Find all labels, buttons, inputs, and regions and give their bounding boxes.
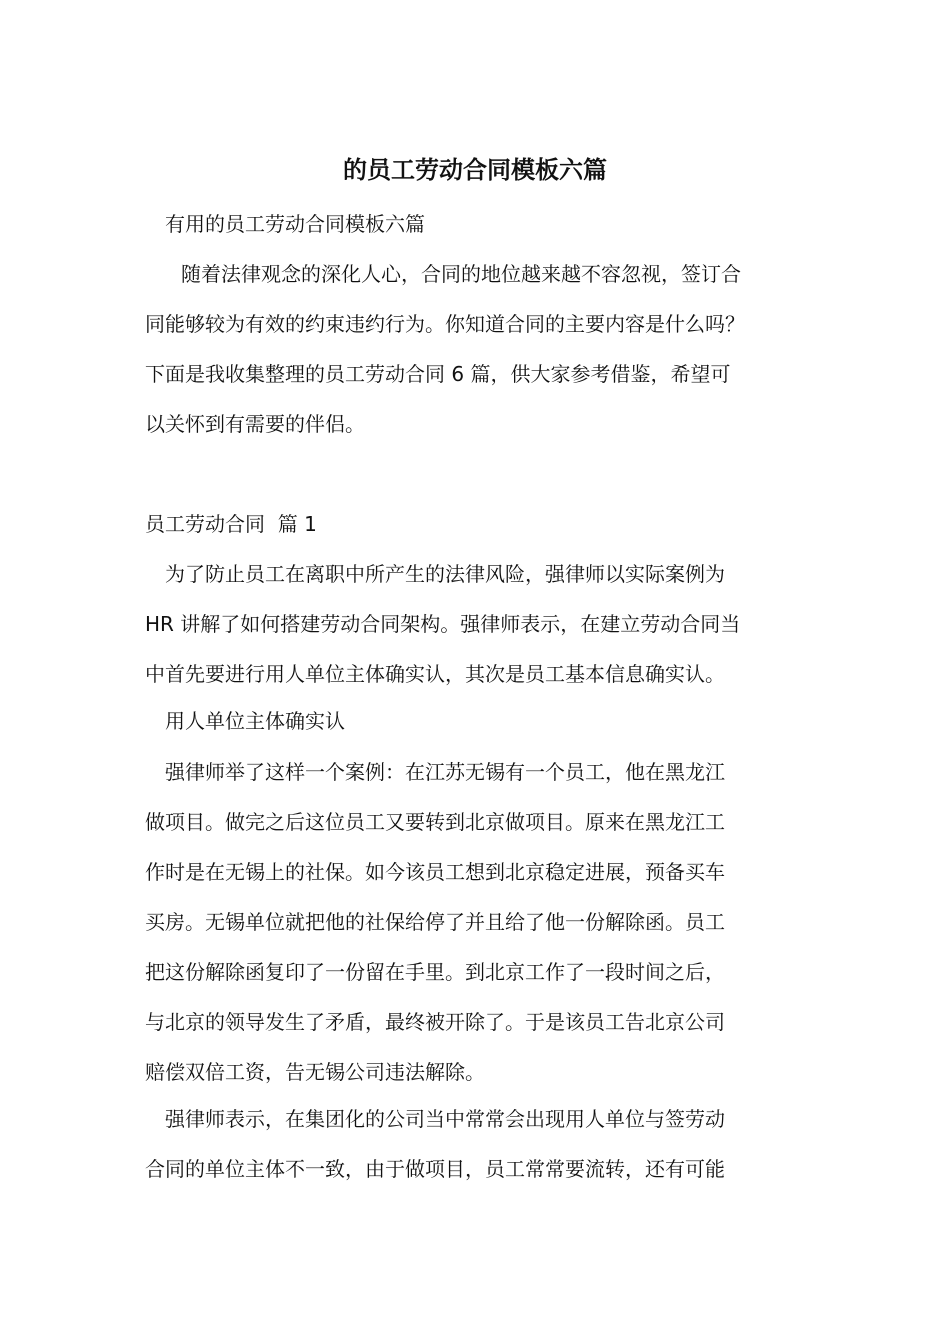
paragraph-line: 作时是在无锡上的社保。如今该员工想到北京稳定进展，预备买车 — [145, 860, 725, 884]
paragraph-line: 强律师举了这样一个案例：在江苏无锡有一个员工，他在黑龙江 — [165, 760, 725, 784]
paragraph-line: 与北京的领导发生了矛盾，最终被开除了。于是该员工告北京公司 — [145, 1010, 725, 1034]
paragraph-1 — [145, 556, 815, 706]
paragraph-line: 买房。无锡单位就把他的社保给停了并且给了他一份解除函。员工 — [145, 910, 725, 934]
intro-line: 下面是我收集整理的员工劳动合同 6 篇，供大家参考借鉴，希望可 — [145, 362, 731, 386]
paragraph-line: HR 讲解了如何搭建劳动合同架构。强律师表示，在建立劳动合同当 — [145, 612, 741, 636]
subheading-line: 用人单位主体确实认 — [165, 709, 345, 733]
paragraph-line: 为了防止员工在离职中所产生的法律风险，强律师以实际案例为 — [165, 562, 725, 586]
document-title: 的员工劳动合同模板六篇 — [343, 156, 607, 184]
intro-paragraph — [145, 256, 815, 456]
document-subtitle — [145, 206, 815, 256]
section-heading — [145, 506, 815, 556]
intro-line: 以关怀到有需要的伴侣。 — [145, 412, 365, 436]
paragraph-2 — [145, 754, 815, 1104]
intro-line: 随着法律观念的深化人心，合同的地位越来越不容忽视，签订合 — [181, 262, 741, 286]
subheading — [145, 703, 815, 753]
paragraph-line: 强律师表示，在集团化的公司当中常常会出现用人单位与签劳动 — [165, 1107, 725, 1131]
paragraph-line: 做项目。做完之后这位员工又要转到北京做项目。原来在黑龙江工 — [145, 810, 725, 834]
intro-line: 同能够较为有效的约束违约行为。你知道合同的主要内容是什么吗？ — [145, 312, 745, 336]
subtitle-line: 有用的员工劳动合同模板六篇 — [165, 212, 425, 236]
section-heading-line: 员工劳动合同 篇 1 — [145, 512, 317, 536]
paragraph-3 — [145, 1101, 815, 1201]
paragraph-line: 赔偿双倍工资，告无锡公司违法解除。 — [145, 1060, 485, 1084]
paragraph-line: 中首先要进行用人单位主体确实认，其次是员工基本信息确实认。 — [145, 662, 725, 686]
paragraph-line: 合同的单位主体不一致，由于做项目，员工常常要流转，还有可能 — [145, 1157, 725, 1181]
paragraph-line: 把这份解除函复印了一份留在手里。到北京工作了一段时间之后， — [145, 960, 725, 984]
